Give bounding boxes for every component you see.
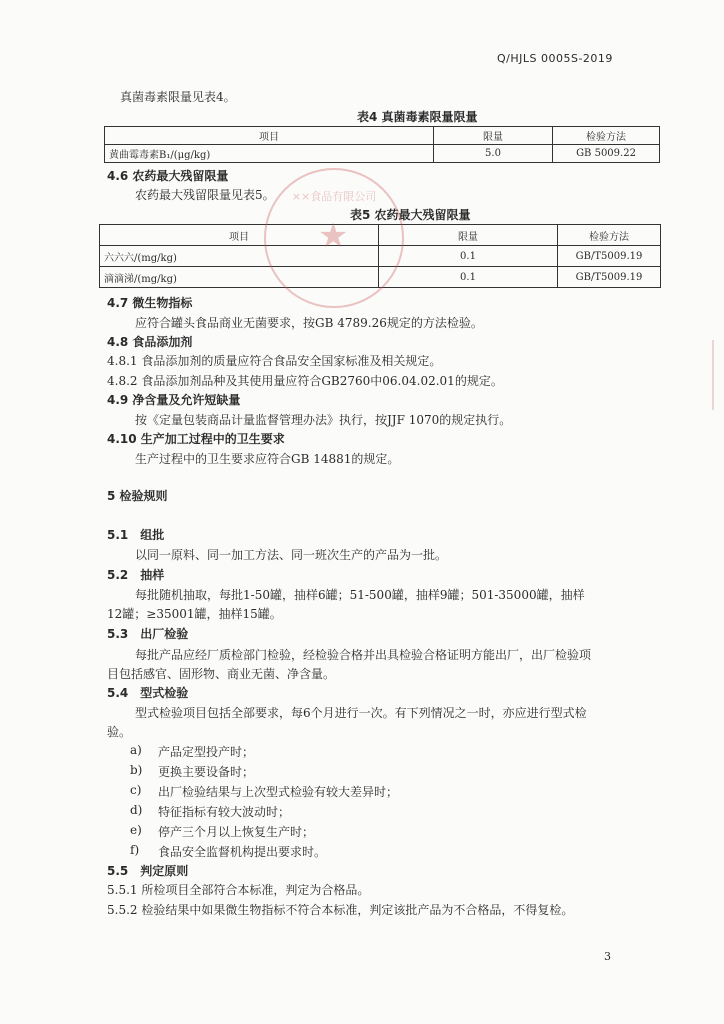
list-item: 产品定型投产时； — [158, 745, 255, 759]
table-cell: 0.1 — [379, 267, 558, 288]
section-4-7-body: 应符合罐头食品商业无菌要求，按GB 4789.26规定的方法检验。 — [135, 316, 483, 330]
company-seal — [264, 168, 404, 308]
section-4-8-2: 4.8.2 食品添加剂品种及其使用量应符合GB2760中06.04.02.01的规定。 — [107, 374, 503, 388]
section-4-9-body: 按《定量包装商品计量监督管理办法》执行，按JJF 1070的规定执行。 — [135, 413, 512, 427]
table-cell: GB/T5009.19 — [558, 267, 661, 288]
page-edge-mark — [712, 340, 724, 410]
table-cell: 0.1 — [379, 246, 558, 267]
table-row — [105, 145, 660, 163]
section-5-1-body: 以同一原料、同一加工方法、同一班次生产的产品为一批。 — [135, 548, 448, 562]
list-item-marker: b) — [130, 763, 143, 777]
table-header-cell: 项目 — [105, 127, 434, 145]
list-item: 更换主要设备时； — [158, 765, 255, 779]
list-item-marker: d) — [130, 803, 143, 817]
section-4-6-title: 4.6 农药最大残留限量 — [107, 169, 229, 183]
page-number: 3 — [604, 950, 611, 963]
section-4-9-title: 4.9 净含量及允许短缺量 — [107, 393, 241, 407]
list-item-marker: e) — [130, 823, 142, 837]
table5-caption: 表5 农药最大残留限量 — [350, 208, 471, 222]
list-item: 食品安全监督机构提出要求时。 — [158, 845, 327, 859]
section-5-2-line2: 12罐；≥35001罐，抽样15罐。 — [107, 607, 282, 621]
section-5-2-line1: 每批随机抽取，每批1-50罐，抽样6罐；51-500罐，抽样9罐；501-35000罐，抽样 — [135, 588, 585, 602]
list-item-marker: f) — [130, 843, 140, 857]
section-5-5-2: 5.5.2 检验结果中如果微生物指标不符合本标准，判定该批产品为不合格品，不得复检。 — [107, 903, 574, 917]
section-5-4-line2: 验。 — [107, 725, 132, 739]
table-header-cell: 限量 — [434, 127, 553, 145]
star-icon: ★ — [318, 216, 349, 256]
section-5-5-title: 5.5 判定原则 — [107, 864, 189, 878]
table-cell: 六六六/(mg/kg) — [100, 246, 379, 267]
list-item: 出厂检验结果与上次型式检验有较大差异时； — [158, 785, 399, 799]
section-5-4-title: 5.4 型式检验 — [107, 686, 189, 700]
section-5-3-line2: 目包括感官、固形物、商业无菌、净含量。 — [107, 667, 336, 681]
table-header-cell: 检验方法 — [553, 127, 660, 145]
table-cell: 黄曲霉毒素B₁/(μg/kg) — [105, 145, 434, 163]
table-header-cell: 检验方法 — [558, 225, 661, 246]
section-5-3-title: 5.3 出厂检验 — [107, 627, 189, 641]
table-header-cell: 项目 — [100, 225, 379, 246]
table-cell: 滴滴涕/(mg/kg) — [100, 267, 379, 288]
table-cell: 5.0 — [434, 145, 553, 163]
section-4-10-title: 4.10 生产加工过程中的卫生要求 — [107, 432, 285, 446]
section-4-6-body: 农药最大残留限量见表5。 — [135, 188, 275, 202]
section-5-title: 5 检验规则 — [107, 489, 168, 503]
mycotoxin-intro: 真菌毒素限量见表4。 — [120, 90, 236, 104]
section-5-4-line1: 型式检验项目包括全部要求，每6个月进行一次。有下列情况之一时，亦应进行型式检 — [135, 706, 587, 720]
table-header-cell: 限量 — [379, 225, 558, 246]
list-item-marker: a) — [130, 743, 142, 757]
table4-caption: 表4 真菌毒素限量限量 — [357, 110, 478, 124]
table-cell: GB 5009.22 — [553, 145, 660, 163]
list-item: 特征指标有较大波动时； — [158, 805, 291, 819]
section-5-3-line1: 每批产品应经厂质检部门检验，经检验合格并出具检验合格证明方能出厂，出厂检验项 — [135, 648, 592, 662]
table-cell: GB/T5009.19 — [558, 246, 661, 267]
section-4-8-1: 4.8.1 食品添加剂的质量应符合食品安全国家标准及相关规定。 — [107, 354, 442, 368]
section-5-1-title: 5.1 组批 — [107, 528, 165, 542]
list-item: 停产三个月以上恢复生产时； — [158, 825, 315, 839]
document-code: Q/HJLS 0005S-2019 — [497, 52, 613, 65]
section-4-8-title: 4.8 食品添加剂 — [107, 335, 193, 349]
table-header-row — [105, 127, 660, 145]
section-5-2-title: 5.2 抽样 — [107, 568, 165, 582]
section-4-10-body: 生产过程中的卫生要求应符合GB 14881的规定。 — [135, 452, 400, 466]
seal-text: ××食品有限公司 — [291, 190, 377, 203]
mycotoxin-table — [104, 126, 660, 163]
section-5-5-1: 5.5.1 所检项目全部符合本标准，判定为合格品。 — [107, 883, 370, 897]
list-item-marker: c) — [130, 783, 142, 797]
section-4-7-title: 4.7 微生物指标 — [107, 296, 193, 310]
